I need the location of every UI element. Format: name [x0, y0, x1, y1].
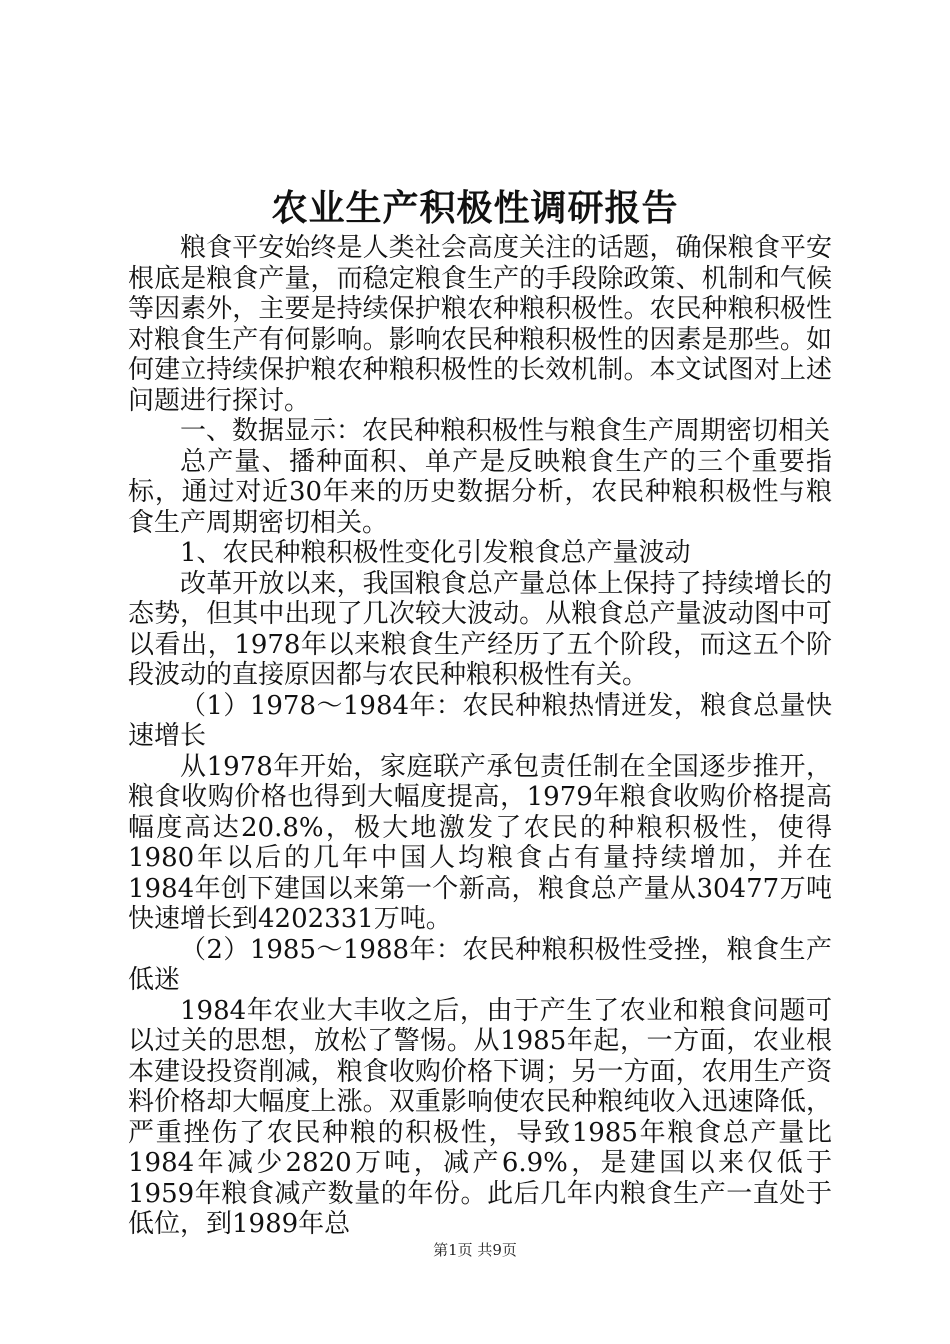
stage-heading-2: （2）1985～1988年：农民种粮积极性受挫，粮食生产低迷 — [128, 934, 832, 995]
subsection-heading-1: 1、农民种粮积极性变化引发粮食总产量波动 — [180, 538, 691, 568]
page-number-footer: 第1页 共9页 — [433, 1241, 517, 1259]
paragraph-stage-1: 从1978年开始，家庭联产承包责任制在全国逐步推开，粮食收购价格也得到大幅度提高，1979年粮食收购价格提高幅度高达20.8%，极大地激发了农民的种粮积极性，使得1980年以后的几年中国人均粮食占有量持续增加，并在1984年创下建国以来第一个新高，粮食总产量从30477万吨快速增长到4202331万吨。 — [128, 751, 832, 934]
paragraph-indicators: 总产量、播种面积、单产是反映粮食生产的三个重要指标，通过对近30年来的历史数据分析，农民种粮积极性与粮食生产周期密切相关。 — [128, 446, 832, 538]
paragraph-intro: 粮食平安始终是人类社会高度关注的话题，确保粮食平安根底是粮食产量，而稳定粮食生产的手段除政策、机制和气候等因素外，主要是持续保护粮农种粮积极性。农民种粮积极性对粮食生产有何影响。影响农民种粮积极性的因素是那些。如何建立持续保护粮农种粮积极性的长效机制。本文试图对上述问题进行探讨。 — [128, 233, 832, 416]
document-title: 农业生产积极性调研报告 — [271, 187, 679, 229]
paragraph-reform: 改革开放以来，我国粮食总产量总体上保持了持续增长的态势，但其中出现了几次较大波动。从粮食总产量波动图中可以看出，1978年以来粮食生产经历了五个阶段，而这五个阶段波动的直接原因都与农民种粮积极性有关。 — [128, 568, 832, 690]
stage-heading-1: （1）1978～1984年：农民种粮热情迸发，粮食总量快速增长 — [128, 690, 832, 751]
paragraph-stage-2: 1984年农业大丰收之后，由于产生了农业和粮食问题可以过关的思想，放松了警惕。从1985年起，一方面，农业根本建设投资削减，粮食收购价格下调；另一方面，农用生产资料价格却大幅度上涨。双重影响使农民种粮纯收入迅速降低，严重挫伤了农民种粮的积极性，导致1985年粮食总产量比1984年减少2820万吨，减产6.9%，是建国以来仅低于1959年粮食减产数量的年份。此后几年内粮食生产一直处于低位，到1989年总 — [128, 995, 832, 1239]
section-heading-1: 一、数据显示：农民种粮积极性与粮食生产周期密切相关 — [180, 416, 831, 446]
document-body — [128, 233, 832, 1240]
